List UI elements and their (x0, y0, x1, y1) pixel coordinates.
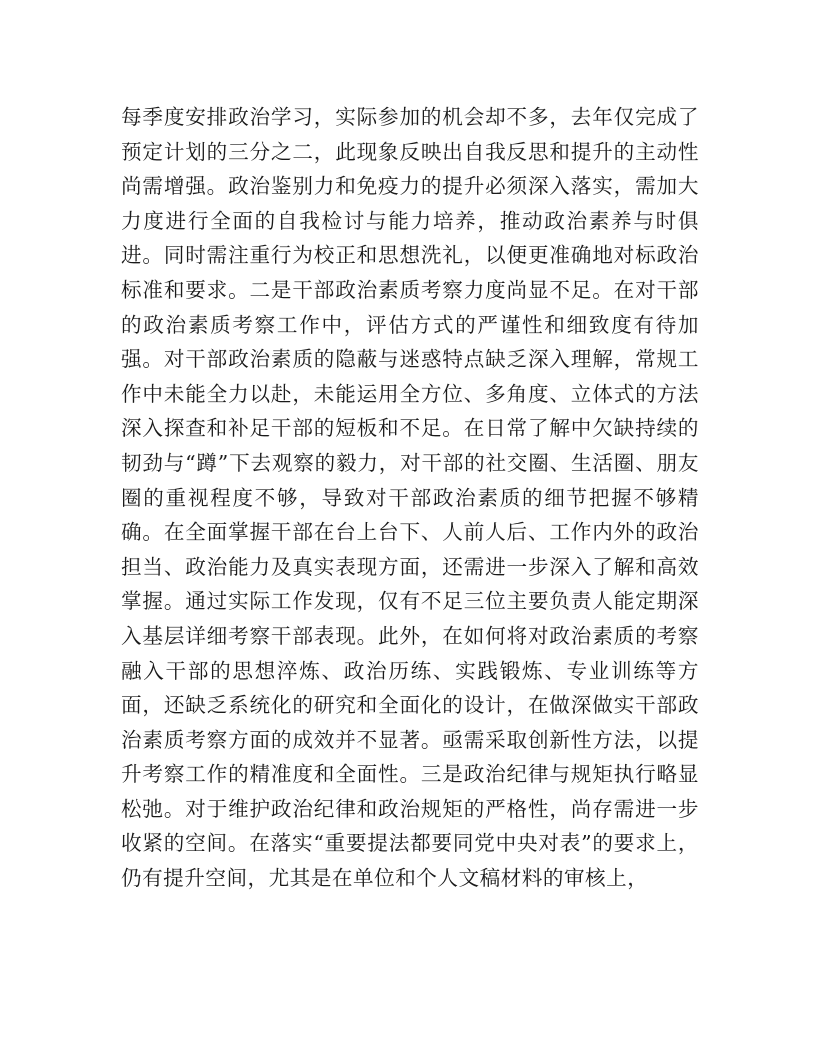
body-paragraph: 每季度安排政治学习，实际参加的机会却不多，去年仅完成了预定计划的三分之二，此现象反映出自我反思和提升的主动性尚需增强。政治鉴别力和免疫力的提升必须深入落实，需加大力度进行全面的自我检讨与能力培养，推动政治素养与时俱进。同时需注重行为校正和思想洗礼，以便更准确地对标政治标准和要求。二是干部政治素质考察力度尚显不足。在对干部的政治素质考察工作中，评估方式的严谨性和细致度有待加强。对干部政治素质的隐蔽与迷惑特点缺乏深入理解，常规工作中未能全力以赴，未能运用全方位、多角度、立体式的方法深入探查和补足干部的短板和不足。在日常了解中欠缺持续的韧劲与“蹲”下去观察的毅力，对干部的社交圈、生活圈、朋友圈的重视程度不够，导致对干部政治素质的细节把握不够精确。在全面掌握干部在台上台下、人前人后、工作内外的政治担当、政治能力及真实表现方面，还需进一步深入了解和高效掌握。通过实际工作发现，仅有不足三位主要负责人能定期深入基层详细考察干部表现。此外，在如何将对政治素质的考察融入干部的思想淬炼、政治历练、实践锻炼、专业训练等方面，还缺乏系统化的研究和全面化的设计，在做深做实干部政治素质考察方面的成效并不显著。亟需采取创新性方法，以提升考察工作的精准度和全面性。三是政治纪律与规矩执行略显松弛。对于维护政治纪律和政治规矩的严格性，尚存需进一步收紧的空间。在落实“重要提法都要同党中央对表”的要求上，仍有提升空间，尤其是在单位和个人文稿材料的审核上， (121, 105, 699, 891)
